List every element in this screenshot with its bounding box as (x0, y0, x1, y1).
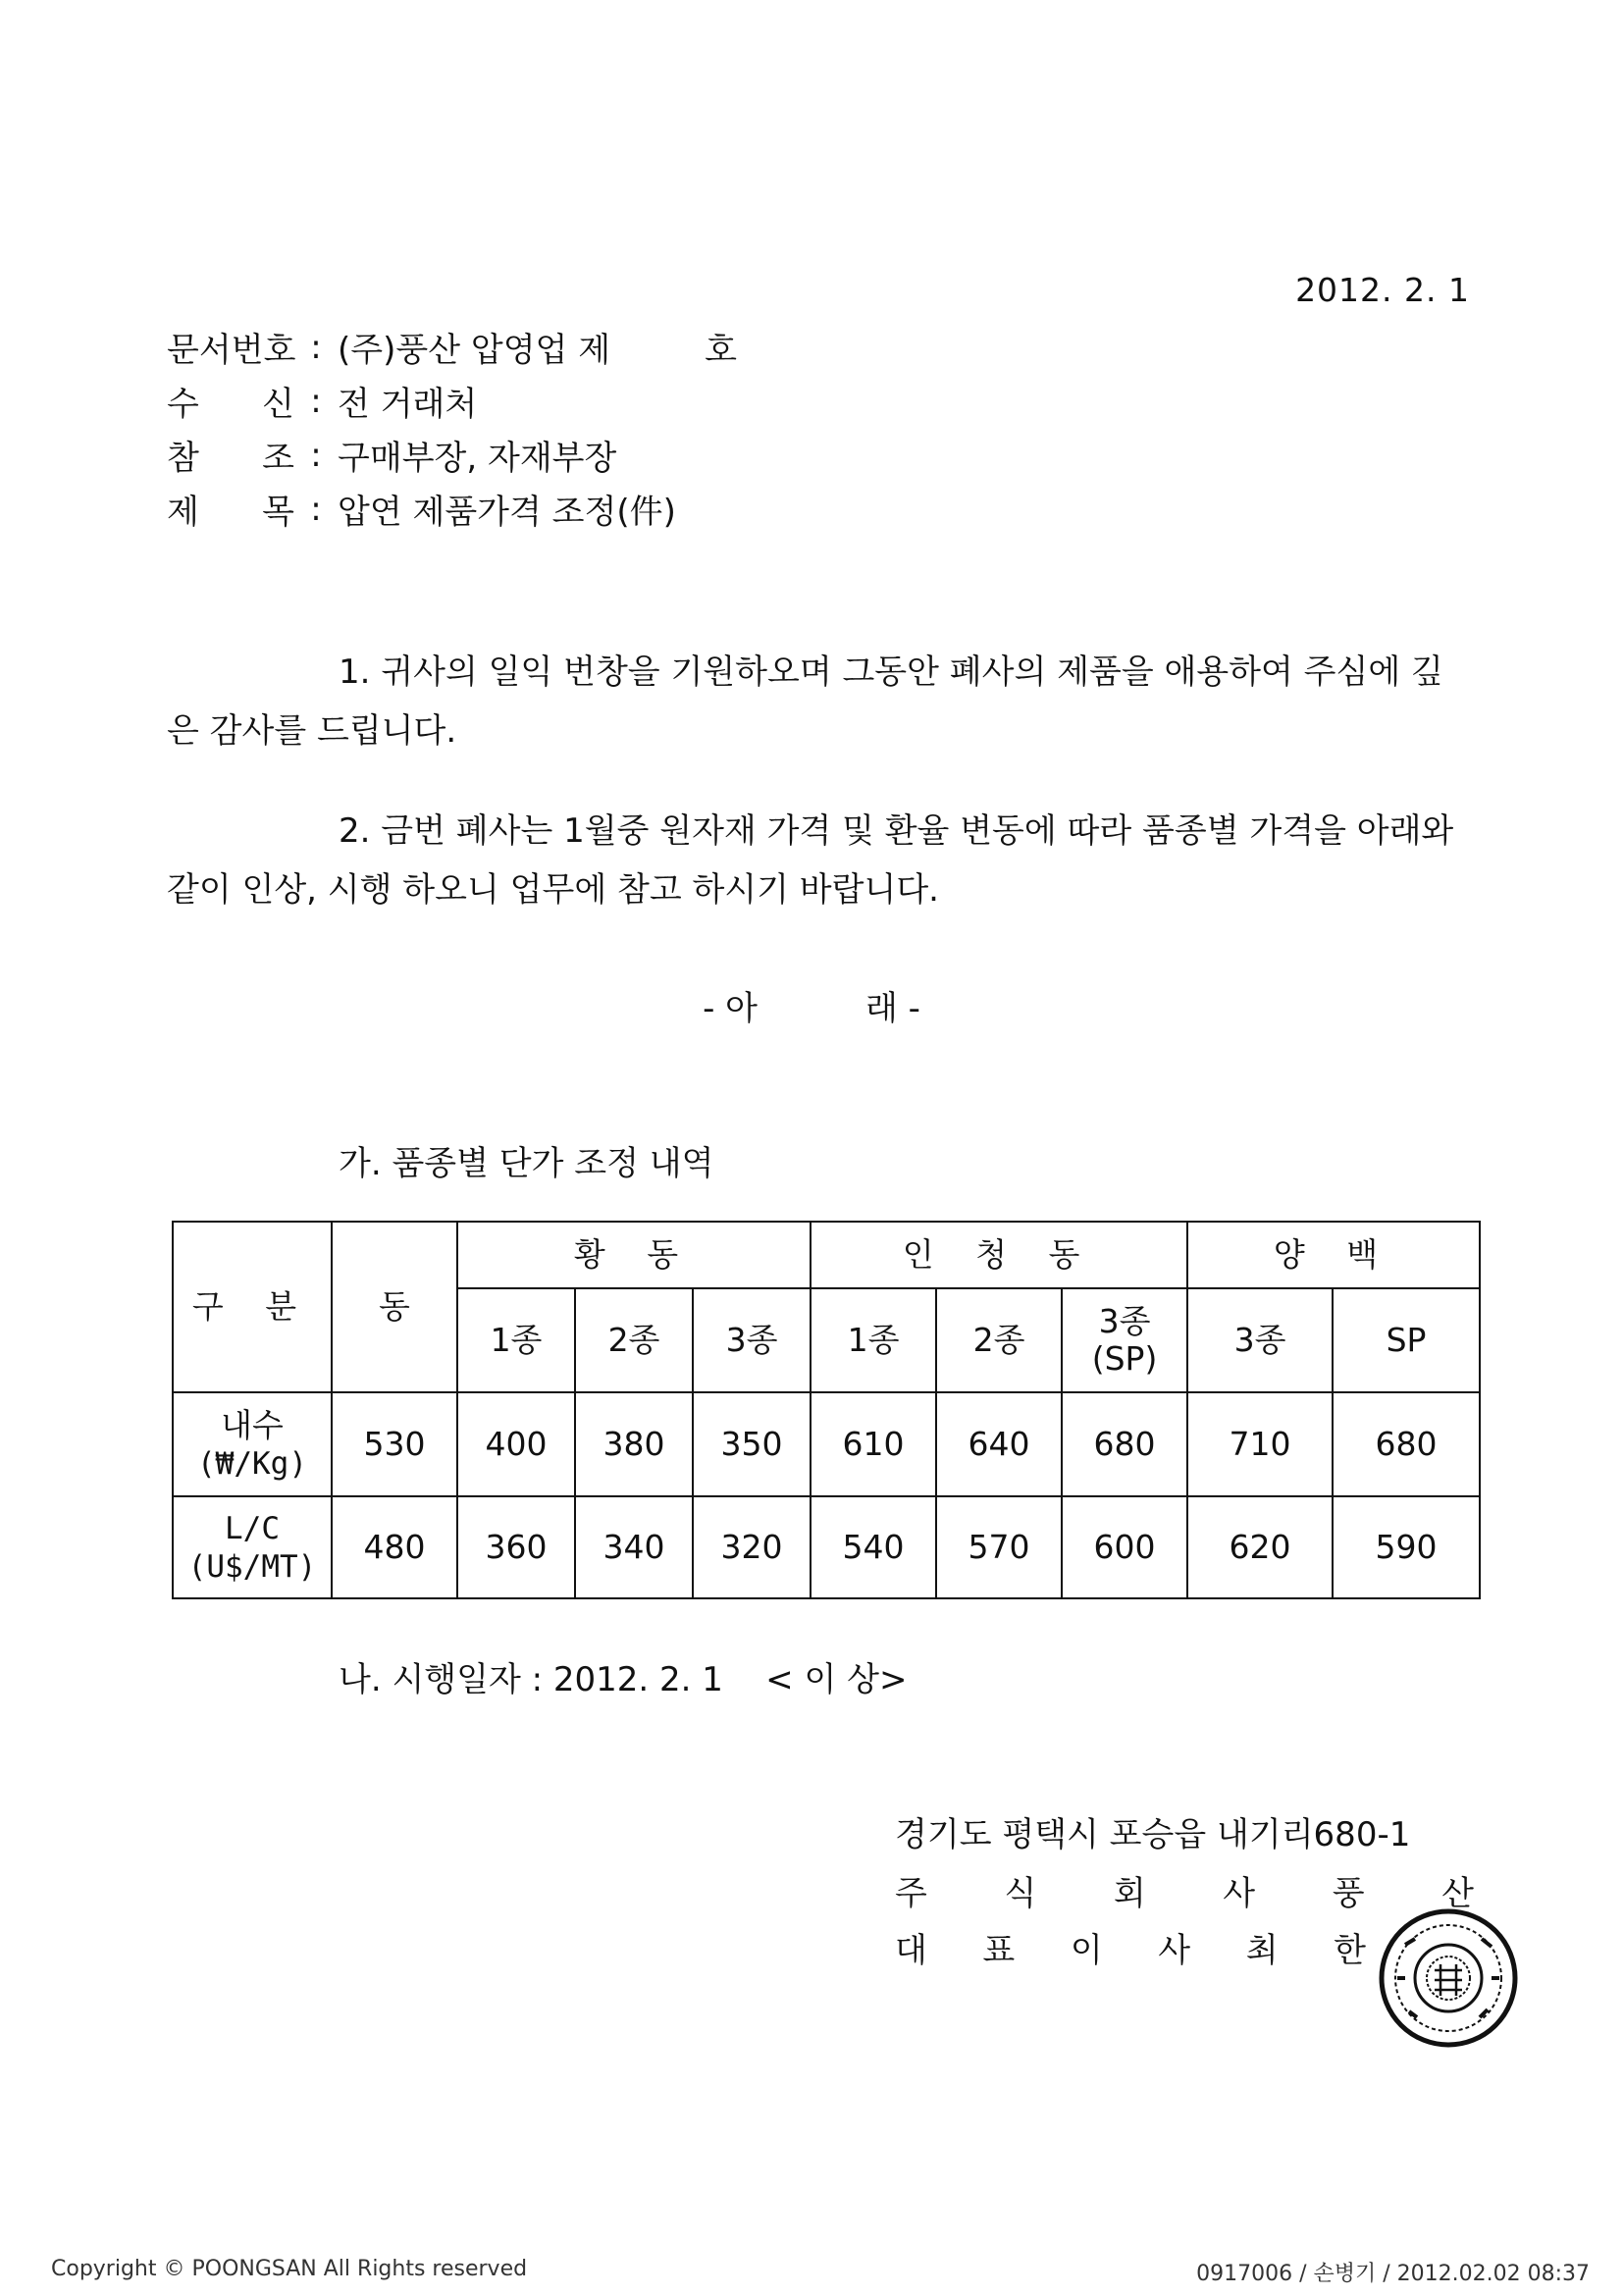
company-address: 경기도 평택시 포승읍 내기리680-1 (895, 1815, 1411, 1854)
document-date: 2012. 2. 1 (1295, 271, 1470, 309)
row-label: 내수 (₩/Kg) (173, 1392, 332, 1496)
table-cell: 320 (693, 1496, 811, 1598)
table-cell: 400 (457, 1392, 575, 1496)
header-category: 구 분 (173, 1222, 332, 1392)
reference-row (167, 428, 737, 482)
table-row-domestic (173, 1392, 1480, 1496)
table-cell: 380 (575, 1392, 693, 1496)
table-cell: 640 (936, 1392, 1062, 1496)
subheader-cell: 2종 (936, 1288, 1062, 1392)
company-ceo: 대 표 이 사 최 한 (895, 1931, 1366, 1970)
header-phosphor-bronze: 인 청 동 (811, 1222, 1187, 1288)
table-cell: 360 (457, 1496, 575, 1598)
table-cell: 710 (1187, 1392, 1333, 1496)
header-brass: 황 동 (457, 1222, 811, 1288)
recipient-label: 수 신 (167, 385, 294, 424)
row-label: L/C (U$/MT) (173, 1496, 332, 1598)
table-cell: 570 (936, 1496, 1062, 1598)
paragraph-number: 2. (339, 811, 371, 851)
company-seal-icon (1376, 1905, 1521, 2051)
table-cell: 540 (811, 1496, 936, 1598)
subheader-cell: 3종 (693, 1288, 811, 1392)
table-cell: 680 (1333, 1392, 1480, 1496)
doc-number-row (167, 320, 737, 374)
copyright-footer: Copyright © POONGSAN All Rights reserved (51, 2257, 528, 2281)
subject-value: 압연 제품가격 조정(件) (338, 493, 676, 532)
table-cell: 340 (575, 1496, 693, 1598)
effective-date-line: 나. 시행일자 : 2012. 2. 1 < 이 상> (339, 1660, 908, 1699)
field-separator: : (310, 435, 322, 475)
doc-number-label: 문 서 번 호 (167, 331, 296, 370)
reference-label: 참 조 (167, 439, 294, 478)
table-header-row (173, 1222, 1480, 1288)
field-separator: : (310, 327, 322, 367)
below-heading: - 아 래 - (703, 989, 920, 1028)
subject-row (167, 482, 737, 536)
table-cell: 680 (1062, 1392, 1187, 1496)
doc-number-value: (주)풍산 압영업 제 호 (338, 331, 737, 370)
subheader-cell: 3종 (SP) (1062, 1288, 1187, 1392)
subheader-cell: 1종 (811, 1288, 936, 1392)
reference-value: 구매부장, 자재부장 (338, 439, 617, 478)
company-name: 주 식 회 사 풍 산 (895, 1874, 1474, 1913)
price-adjustment-table (172, 1221, 1481, 1599)
table-cell: 530 (332, 1392, 457, 1496)
table-cell: 600 (1062, 1496, 1187, 1598)
table-cell: 350 (693, 1392, 811, 1496)
subject-label: 제 목 (167, 493, 294, 532)
paragraph-notice (167, 802, 1472, 919)
section-heading-price-details: 가. 품종별 단가 조정 내역 (339, 1144, 714, 1183)
table-cell: 480 (332, 1496, 457, 1598)
table-cell: 590 (1333, 1496, 1480, 1598)
paragraph-text: 금번 폐사는 1월중 원자재 가격 및 환율 변동에 따라 품종별 가격을 아래와 같이 인상, 시행 하오니 업무에 참고 하시기 바랍니다. (167, 811, 1454, 910)
header-nickel-silver: 양 백 (1187, 1222, 1480, 1288)
table-cell: 620 (1187, 1496, 1333, 1598)
field-separator: : (310, 381, 322, 421)
paragraph-greeting (167, 643, 1472, 760)
recipient-row (167, 374, 737, 428)
header-copper: 동 (332, 1222, 457, 1392)
table-cell: 610 (811, 1392, 936, 1496)
paragraph-text: 귀사의 일익 번창을 기원하오며 그동안 폐사의 제품을 애용하여 주심에 깊은 감사를 드립니다. (167, 652, 1443, 751)
subheader-cell: SP (1333, 1288, 1480, 1392)
document-header-fields (167, 320, 737, 536)
field-separator: : (310, 489, 322, 529)
print-stamp-footer: 0917006 / 손병기 / 2012.02.02 08:37 (1196, 2262, 1590, 2286)
subheader-cell: 1종 (457, 1288, 575, 1392)
recipient-value: 전 거래처 (338, 385, 478, 424)
table-row-lc (173, 1496, 1480, 1598)
subheader-cell: 2종 (575, 1288, 693, 1392)
subheader-cell: 3종 (1187, 1288, 1333, 1392)
paragraph-number: 1. (339, 652, 371, 692)
